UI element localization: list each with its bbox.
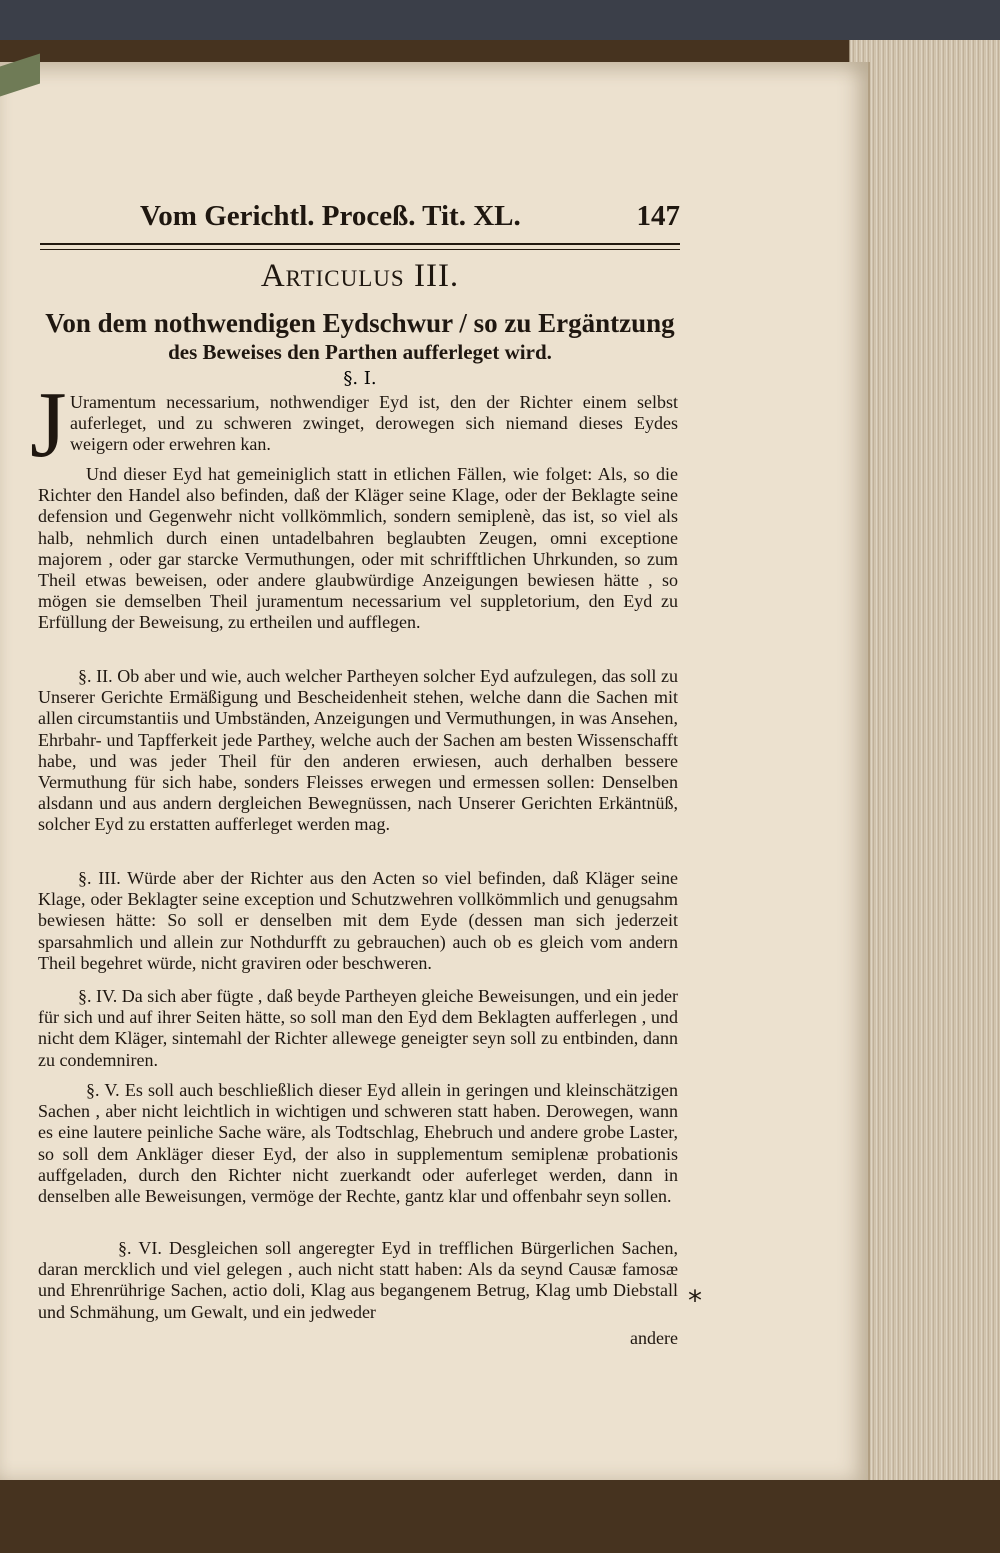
article-number: Articulus III.: [260, 258, 460, 294]
page-number: 147: [636, 200, 680, 232]
paragraph-2: Und dieser Eyd hat gemeiniglich statt in etlichen Fällen, wie folget: Als, so die Richter den Handel also befinden, daß der Kläger seine Klage, oder der Beklagte seine defension und Gegenwehr nicht vollkömmlich, sondern semiplenè, das ist, so viel als halb, nehmlich durch einen untadelbahren beglaubten Zeugen, omni exceptione majorem , oder gar starcke Vermuthungen, oder mit schrifftlichen Uhrkunden, so zum Theil etwas beweisen, oder andere glaubwürdige Anzeigungen bewiesen hätte , so mögen sie demselben Theil juramentum necessarium vel suppletorium, den Eyd zu Erfüllung der Beweisung, zu ertheilen und aufflegen.: [38, 464, 678, 633]
running-title: Vom Gerichtl. Proceß. Tit. XL.: [140, 200, 521, 232]
paragraph-section-2: §. II. Ob aber und wie, auch welcher Partheyen solcher Eyd aufzulegen, das soll zu Unserer Gerichte Ermäßigung und Bescheidenheit stehen, welche dann die Sachen mit allen circumstantiis und Umbständen, Anzeigungen und Vermuthungen, in was Ansehen, Ehrbahr- und Tapfferkeit jede Parthey, welche auch der Sachen am besten Wissenschafft habe, und was jeder Theil für den anderen erwiesen, auch derhalben bessere Vermuthung für sich habe, sonders Fleisses erwegen und ermessen sollen: Denselben alsdann und aus andern dergleichen Bewegnüssen, nach Unserer Gerichten Erkäntnüß, solcher Eyd zu erstatten aufferleget werden mag.: [38, 666, 678, 835]
page-block-edge: [849, 40, 1000, 1480]
paragraph-section-5: §. V. Es soll auch beschließlich dieser Eyd allein in geringen und kleinschätzigen Sachen , aber nicht leichtlich in wichtigen und schweren statt haben. Derowegen, wann es eine lautere peinliche Sache wäre, als Todtschlag, Ehebruch und andere grobe Laster, so soll dem Ankläger dieser Eyd, der also in supplementum semiplenæ probationis auffgeladen, durch den Richter nicht zuerkandt oder auferleget werden, dann in denselben alle Beweisungen, vermöge der Rechte, gantz klar und offenbahr seyn sollen.: [38, 1080, 678, 1207]
paragraph-section-6: §. VI. Desgleichen soll angeregter Eyd in trefflichen Bürgerlichen Sachen, daran mercklich und viel gelegen , auch nicht statt haben: Als da seynd Causæ famosæ und Ehrenrührige Sachen, actio doli, Klag aus begangenem Betrug, Klag umb Diebstall und Schmähung, um Gewalt, und ein jedweder: [38, 1238, 678, 1322]
article-subtitle: des Beweises den Parthen aufferleget wird.: [168, 340, 552, 364]
margin-asterisk: *: [688, 1284, 702, 1317]
paragraph-section-4: §. IV. Da sich aber fügte , daß beyde Partheyen gleiche Beweisungen, und ein jeder für sich und auf ihrer Seiten hätte, so soll man den Eyd dem Beklagten aufferlegen , und nicht dem Kläger, sintemahl der Richter allewege geneigter seyn soll zu entbinden, dann zu condemniren.: [38, 986, 678, 1070]
paragraph-section-3: §. III. Würde aber der Richter aus den Acten so viel befinden, daß Kläger seine Klage, oder Beklagter seine exception und Schutzwehren vollkömmlich und genugsahm bewiesen hätte: So soll er denselben mit dem Eyde (dessen man sich jederzeit sparsahmlich und allein zur Nothdurfft zu gebrauchen) auch ob es gleich vom andern Theil begehret würde, nicht graviren oder beschweren.: [38, 868, 678, 973]
section-mark: §. I.: [343, 368, 377, 389]
header-rule: [40, 243, 680, 250]
paragraph-1: Uramentum necessarium, nothwendiger Eyd ist, den der Richter einem selbst auferleget, und zu schweren zwinget, derowegen sich niemand dieses Eydes weigern oder erwehren kan.: [70, 392, 678, 455]
article-title: Von dem nothwendigen Eydschwur / so zu Ergäntzung: [45, 308, 675, 338]
catchword: andere: [630, 1328, 678, 1348]
drop-cap: J: [30, 373, 67, 477]
running-head: [140, 200, 680, 240]
